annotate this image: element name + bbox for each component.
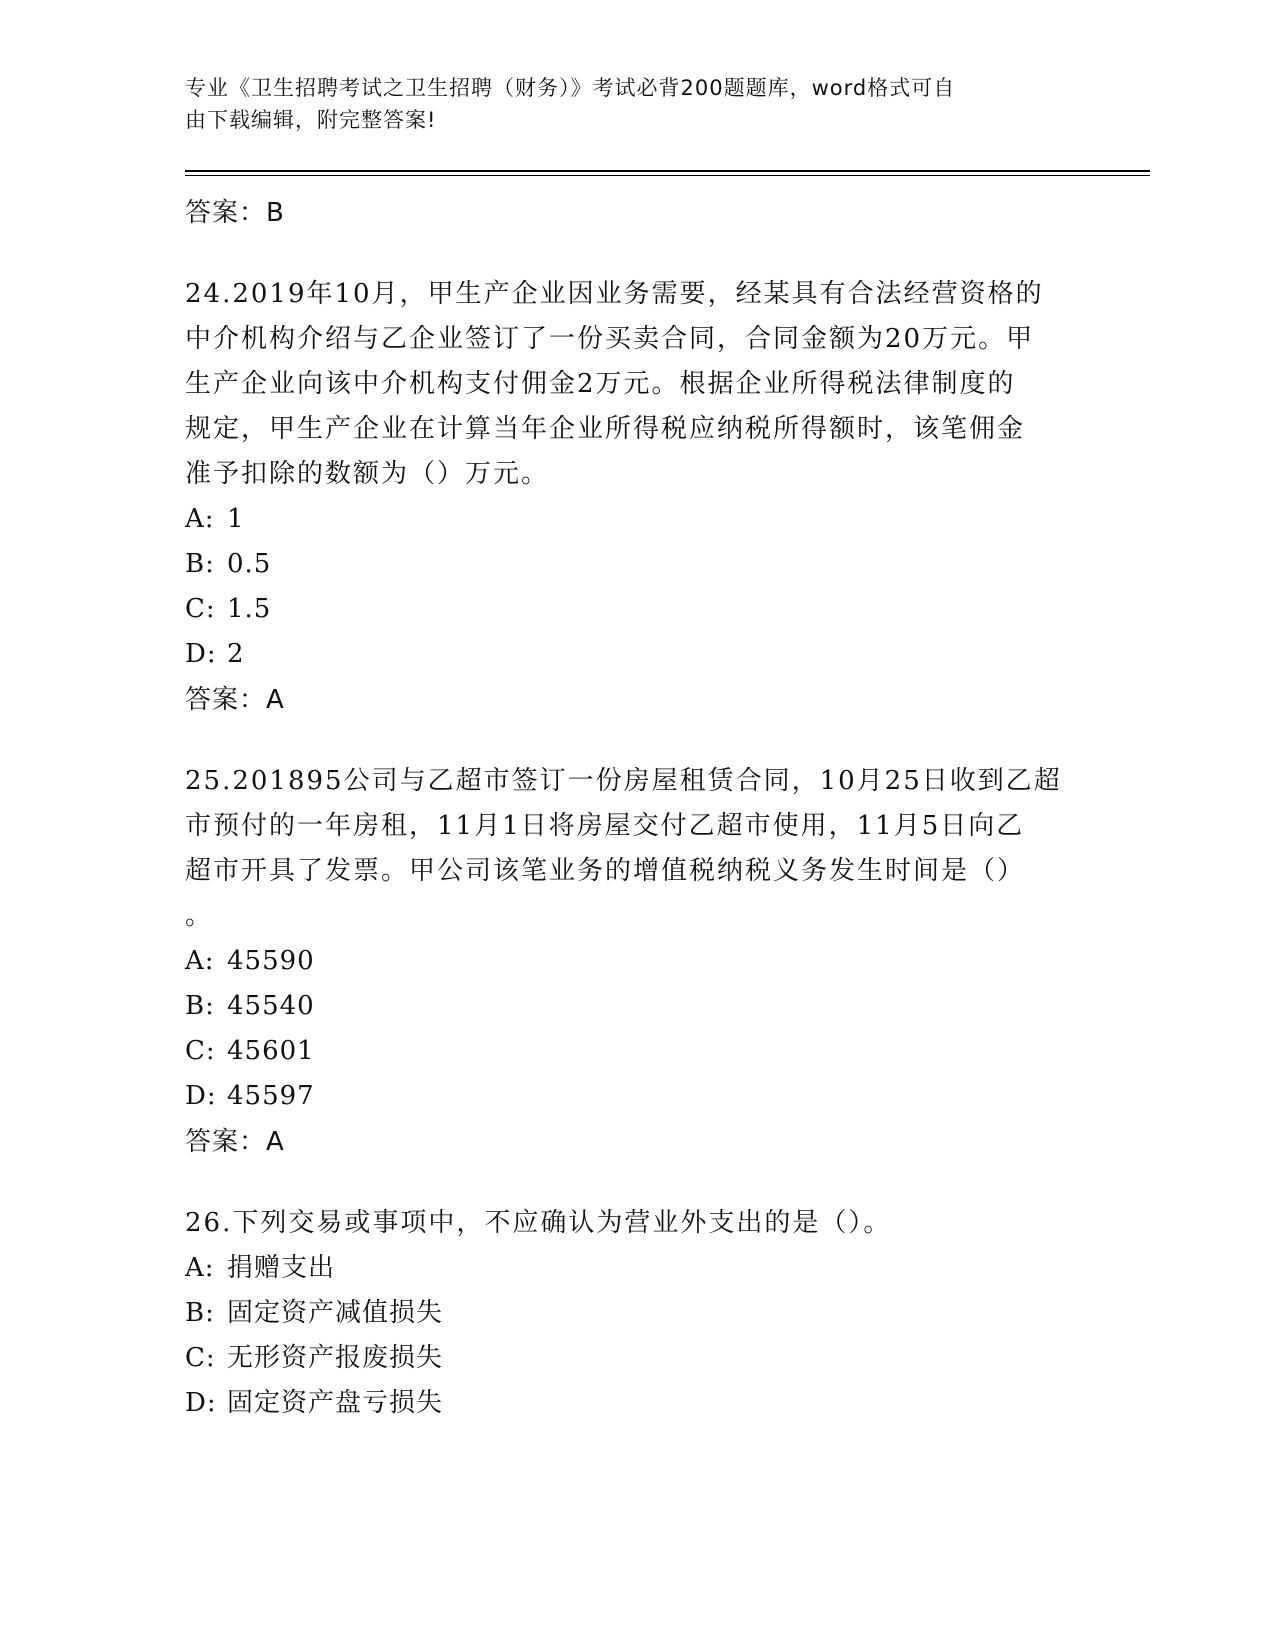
answer-line: 答案：A [185, 685, 285, 715]
option-text: 45590 [227, 946, 315, 976]
answer-line: 答案：A [185, 1127, 285, 1157]
option-text: 1.5 [227, 594, 272, 624]
option-letter: C: [185, 594, 216, 624]
option-text: 45540 [227, 991, 315, 1021]
option-letter: A: [185, 1253, 215, 1283]
option-letter: A: [185, 946, 215, 976]
option-text: 固定资产减值损失 [227, 1298, 444, 1328]
option-a [185, 497, 1085, 542]
option-text: 1 [227, 504, 245, 534]
option-letter: B: [185, 1298, 215, 1328]
question-line: 26.下列交易或事项中，不应确认为营业外支出的是（）。 [185, 1208, 892, 1238]
question-block [185, 1201, 1085, 1426]
option-a [185, 1246, 1085, 1291]
option-c [185, 587, 1085, 632]
question-line: 生产企业向该中介机构支付佣金2万元。根据企业所得税法律制度的 [185, 369, 1016, 399]
option-d [185, 632, 1085, 677]
option-letter: D: [185, 639, 217, 669]
option-text: 固定资产盘亏损失 [227, 1388, 444, 1418]
question-line: 24.2019年10月，甲生产企业因业务需要，经某具有合法经营资格的 [185, 279, 1044, 309]
option-d [185, 1381, 1085, 1426]
question-line: 规定，甲生产企业在计算当年企业所得税应纳税所得额时，该笔佣金 [185, 414, 1026, 444]
question-text [185, 272, 1085, 497]
question-line: 25.201895公司与乙超市签订一份房屋租赁合同，10月25日收到乙超 [185, 766, 1062, 796]
question-line: 准予扣除的数额为（）万元。 [185, 459, 550, 489]
header-line-2: 由下载编辑，附完整答案! [185, 108, 437, 132]
option-letter: D: [185, 1081, 217, 1111]
option-a [185, 939, 1085, 984]
option-letter: B: [185, 991, 215, 1021]
option-b [185, 542, 1085, 587]
question-block [185, 759, 1085, 1165]
option-letter: C: [185, 1343, 216, 1373]
answer-line: 答案：B [185, 198, 285, 228]
question-text [185, 1201, 1085, 1246]
option-letter: A: [185, 504, 215, 534]
option-letter: C: [185, 1036, 216, 1066]
question-block [185, 272, 1085, 723]
option-text: 45601 [227, 1036, 315, 1066]
question-line: 超市开具了发票。甲公司该笔业务的增值税纳税义务发生时间是（） [185, 856, 1026, 886]
option-text: 无形资产报废损失 [227, 1343, 444, 1373]
option-c [185, 1336, 1085, 1381]
question-line: 市预付的一年房租，11月1日将房屋交付乙超市使用，11月5日向乙 [185, 811, 1025, 841]
option-letter: B: [185, 549, 215, 579]
option-b [185, 1291, 1085, 1336]
option-letter: D: [185, 1388, 217, 1418]
header-divider-bottom [185, 175, 1150, 176]
option-text: 2 [227, 639, 245, 669]
question-line: 中介机构介绍与乙企业签订了一份买卖合同，合同金额为20万元。甲 [185, 324, 1035, 354]
option-text: 45597 [227, 1081, 315, 1111]
page-header [185, 72, 1065, 136]
option-d [185, 1074, 1085, 1119]
option-text: 0.5 [227, 549, 272, 579]
option-b [185, 984, 1085, 1029]
option-text: 捐赠支出 [227, 1253, 336, 1283]
question-text [185, 759, 1085, 939]
header-line-1: 专业《卫生招聘考试之卫生招聘（财务）》考试必背200题题库，word格式可自 [185, 76, 956, 100]
document-body [185, 190, 1085, 1426]
header-divider-top [185, 170, 1150, 172]
question-line: 。 [185, 901, 214, 931]
option-c [185, 1029, 1085, 1074]
